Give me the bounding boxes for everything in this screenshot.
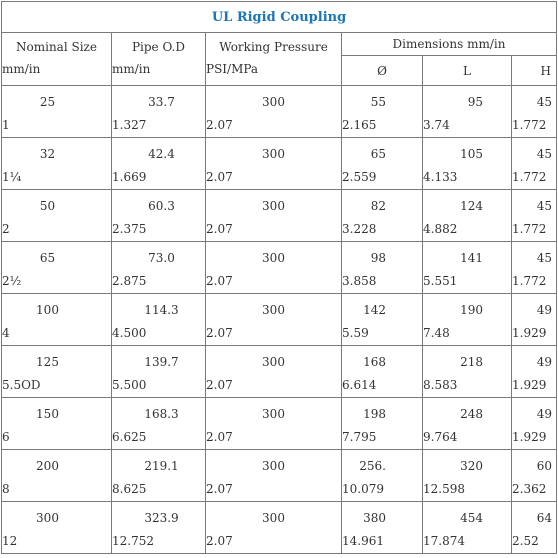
nominal-size-in-value: 2½ — [2, 274, 22, 288]
pipe-od-mm-value: 168.3 — [144, 407, 179, 421]
cell-dim-h — [512, 398, 557, 450]
cell-working-pressure — [206, 398, 342, 450]
nominal-size-in-value: 1 — [2, 118, 10, 132]
dim-l-in-value: 8.583 — [423, 378, 458, 392]
cell-dim-h — [512, 346, 557, 398]
working-pressure-in-value: 2.07 — [206, 534, 233, 548]
dim-phi-mm-value: 98 — [370, 251, 386, 265]
dim-h-in-value: 2.362 — [512, 482, 547, 496]
table-row — [2, 86, 557, 138]
dim-h-mm-value: 45 — [536, 251, 552, 265]
working-pressure-in-value: 2.07 — [206, 430, 233, 444]
working-pressure-mm-value: 300 — [262, 511, 285, 525]
cell-dim-phi — [342, 502, 423, 554]
dim-l-mm-value: 248 — [460, 407, 483, 421]
pipe-od-mm-value: 139.7 — [144, 355, 179, 369]
cell-pipe-od — [112, 294, 206, 346]
dim-phi-mm-value: 256. — [359, 459, 386, 473]
header-pipe-od-unit: mm/in — [112, 62, 151, 76]
header-nominal-size-label: Nominal Size — [16, 40, 97, 54]
working-pressure-in-value: 2.07 — [206, 222, 233, 236]
cell-dim-h — [512, 242, 557, 294]
dim-phi-mm-value: 380 — [363, 511, 386, 525]
dim-phi-mm-value: 55 — [370, 95, 386, 109]
header-nominal-size-unit: mm/in — [2, 62, 41, 76]
cell-dim-phi — [342, 450, 423, 502]
dim-l-mm-value: 190 — [460, 303, 483, 317]
pipe-od-mm-value: 73.0 — [148, 251, 175, 265]
cell-nominal-size — [2, 86, 112, 138]
cell-pipe-od — [112, 190, 206, 242]
cell-dim-phi — [342, 138, 423, 190]
header-dim-l — [423, 56, 512, 86]
cell-nominal-size — [2, 398, 112, 450]
dim-l-mm-value: 105 — [460, 147, 483, 161]
cell-dim-l — [423, 450, 512, 502]
cell-dim-h — [512, 502, 557, 554]
dim-phi-in-value: 6.614 — [342, 378, 377, 392]
header-row — [2, 33, 557, 56]
table-row — [2, 190, 557, 242]
table-row — [2, 294, 557, 346]
table-title: UL Rigid Coupling — [2, 2, 557, 33]
dim-phi-mm-value: 142 — [363, 303, 386, 317]
cell-nominal-size — [2, 346, 112, 398]
title-row — [2, 2, 557, 33]
cell-pipe-od — [112, 398, 206, 450]
cell-working-pressure — [206, 294, 342, 346]
cell-working-pressure — [206, 86, 342, 138]
cell-nominal-size — [2, 450, 112, 502]
pipe-od-in-value: 2.875 — [112, 274, 147, 288]
dim-l-in-value: 7.48 — [423, 326, 450, 340]
dim-l-mm-value: 95 — [467, 95, 483, 109]
dim-phi-mm-value: 168 — [363, 355, 386, 369]
header-pipe-od — [112, 33, 206, 86]
cell-working-pressure — [206, 346, 342, 398]
cell-dim-h — [512, 450, 557, 502]
nominal-size-in-value: 8 — [2, 482, 10, 496]
header-dim-h-label: H — [540, 63, 551, 78]
cell-dim-phi — [342, 294, 423, 346]
cell-nominal-size — [2, 138, 112, 190]
dim-h-in-value: 2.52 — [512, 534, 539, 548]
pipe-od-in-value: 2.375 — [112, 222, 147, 236]
nominal-size-mm-value: 200 — [36, 459, 59, 473]
table-row — [2, 242, 557, 294]
cell-dim-l — [423, 346, 512, 398]
nominal-size-mm-value: 125 — [36, 355, 59, 369]
dim-phi-mm-value: 65 — [370, 147, 386, 161]
cell-dim-phi — [342, 398, 423, 450]
dim-l-mm-value: 124 — [460, 199, 483, 213]
dim-h-mm-value: 45 — [536, 199, 552, 213]
cell-dim-phi — [342, 346, 423, 398]
coupling-spec-table — [1, 1, 557, 554]
cell-working-pressure — [206, 190, 342, 242]
dim-h-in-value: 1.929 — [512, 326, 547, 340]
dim-h-mm-value: 49 — [536, 355, 552, 369]
cell-dim-h — [512, 86, 557, 138]
nominal-size-mm-value: 65 — [39, 251, 56, 265]
dim-l-mm-value: 141 — [460, 251, 483, 265]
header-working-pressure — [206, 33, 342, 86]
dim-h-mm-value: 45 — [536, 95, 552, 109]
dim-phi-in-value: 3.228 — [342, 222, 377, 236]
dim-h-mm-value: 49 — [536, 407, 552, 421]
dim-h-mm-value: 64 — [536, 511, 552, 525]
pipe-od-mm-value: 323.9 — [144, 511, 179, 525]
table-row — [2, 502, 557, 554]
header-dim-phi-label: Ø — [377, 63, 387, 78]
table-row — [2, 138, 557, 190]
working-pressure-in-value: 2.07 — [206, 274, 233, 288]
cell-dim-phi — [342, 242, 423, 294]
dim-h-in-value: 1.772 — [512, 170, 547, 184]
working-pressure-mm-value: 300 — [262, 199, 285, 213]
working-pressure-mm-value: 300 — [262, 407, 285, 421]
dim-phi-in-value: 2.559 — [342, 170, 377, 184]
nominal-size-mm-value: 50 — [39, 199, 56, 213]
cell-nominal-size — [2, 242, 112, 294]
cell-dim-l — [423, 86, 512, 138]
cell-dim-l — [423, 138, 512, 190]
dim-l-mm-value: 218 — [460, 355, 483, 369]
dim-h-in-value: 1.772 — [512, 274, 547, 288]
nominal-size-in-value: 2 — [2, 222, 10, 236]
pipe-od-in-value: 4.500 — [112, 326, 147, 340]
dim-h-in-value: 1.929 — [512, 378, 547, 392]
dim-h-in-value: 1.772 — [512, 118, 547, 132]
dim-l-in-value: 4.133 — [423, 170, 458, 184]
dim-phi-in-value: 2.165 — [342, 118, 377, 132]
dim-h-mm-value: 49 — [536, 303, 552, 317]
pipe-od-in-value: 6.625 — [112, 430, 147, 444]
cell-dim-l — [423, 398, 512, 450]
cell-dim-h — [512, 190, 557, 242]
working-pressure-mm-value: 300 — [262, 95, 285, 109]
cell-pipe-od — [112, 86, 206, 138]
dim-h-in-value: 1.929 — [512, 430, 547, 444]
dim-l-in-value: 12.598 — [423, 482, 465, 496]
cell-pipe-od — [112, 242, 206, 294]
cell-dim-phi — [342, 86, 423, 138]
pipe-od-in-value: 5.500 — [112, 378, 147, 392]
cell-nominal-size — [2, 502, 112, 554]
working-pressure-in-value: 2.07 — [206, 118, 233, 132]
cell-dim-phi — [342, 190, 423, 242]
cell-dim-l — [423, 190, 512, 242]
cell-nominal-size — [2, 190, 112, 242]
dim-phi-in-value: 14.961 — [342, 534, 384, 548]
nominal-size-in-value: 1¼ — [2, 170, 22, 184]
cell-dim-h — [512, 294, 557, 346]
dim-phi-in-value: 3.858 — [342, 274, 377, 288]
dim-l-in-value: 3.74 — [423, 118, 450, 132]
working-pressure-mm-value: 300 — [262, 147, 285, 161]
pipe-od-mm-value: 60.3 — [148, 199, 175, 213]
dim-phi-in-value: 7.795 — [342, 430, 377, 444]
cell-pipe-od — [112, 450, 206, 502]
cell-working-pressure — [206, 138, 342, 190]
nominal-size-in-value: 6 — [2, 430, 10, 444]
working-pressure-in-value: 2.07 — [206, 326, 233, 340]
working-pressure-mm-value: 300 — [262, 303, 285, 317]
cell-dim-l — [423, 242, 512, 294]
cell-pipe-od — [112, 138, 206, 190]
header-dimensions: Dimensions mm/in — [342, 33, 557, 56]
table-row — [2, 346, 557, 398]
dim-phi-in-value: 5.59 — [342, 326, 369, 340]
working-pressure-mm-value: 300 — [262, 355, 285, 369]
cell-nominal-size — [2, 294, 112, 346]
nominal-size-mm-value: 300 — [36, 511, 59, 525]
table-row — [2, 398, 557, 450]
dim-h-in-value: 1.772 — [512, 222, 547, 236]
pipe-od-in-value: 12.752 — [112, 534, 154, 548]
nominal-size-in-value: 5.5OD — [2, 378, 41, 392]
header-dim-phi — [342, 56, 423, 86]
nominal-size-in-value: 4 — [2, 326, 10, 340]
header-nominal-size — [2, 33, 112, 86]
pipe-od-mm-value: 33.7 — [148, 95, 175, 109]
cell-working-pressure — [206, 242, 342, 294]
header-dim-h — [512, 56, 557, 86]
pipe-od-in-value: 1.669 — [112, 170, 147, 184]
pipe-od-mm-value: 42.4 — [148, 147, 175, 161]
nominal-size-mm-value: 25 — [39, 95, 56, 109]
nominal-size-mm-value: 32 — [39, 147, 56, 161]
dim-l-mm-value: 454 — [460, 511, 483, 525]
header-working-pressure-unit: PSI/MPa — [206, 62, 259, 76]
cell-dim-l — [423, 294, 512, 346]
cell-dim-l — [423, 502, 512, 554]
dim-h-mm-value: 45 — [536, 147, 552, 161]
cell-pipe-od — [112, 346, 206, 398]
cell-pipe-od — [112, 502, 206, 554]
dim-l-in-value: 17.874 — [423, 534, 465, 548]
cell-working-pressure — [206, 502, 342, 554]
table-body — [2, 86, 557, 554]
dim-l-mm-value: 320 — [460, 459, 483, 473]
cell-dim-h — [512, 138, 557, 190]
working-pressure-in-value: 2.07 — [206, 170, 233, 184]
pipe-od-mm-value: 219.1 — [144, 459, 179, 473]
working-pressure-in-value: 2.07 — [206, 482, 233, 496]
header-working-pressure-label: Working Pressure — [219, 40, 328, 54]
dim-l-in-value: 5.551 — [423, 274, 458, 288]
cell-working-pressure — [206, 450, 342, 502]
nominal-size-mm-value: 150 — [36, 407, 59, 421]
nominal-size-in-value: 12 — [2, 534, 18, 548]
dim-l-in-value: 9.764 — [423, 430, 458, 444]
pipe-od-in-value: 1.327 — [112, 118, 147, 132]
dim-phi-mm-value: 198 — [363, 407, 386, 421]
dim-phi-mm-value: 82 — [370, 199, 386, 213]
table-row — [2, 450, 557, 502]
pipe-od-in-value: 8.625 — [112, 482, 147, 496]
working-pressure-mm-value: 300 — [262, 251, 285, 265]
header-pipe-od-label: Pipe O.D — [131, 40, 186, 54]
header-dim-l-label: L — [463, 63, 471, 78]
dim-h-mm-value: 60 — [536, 459, 552, 473]
nominal-size-mm-value: 100 — [36, 303, 59, 317]
working-pressure-in-value: 2.07 — [206, 378, 233, 392]
dim-l-in-value: 4.882 — [423, 222, 458, 236]
pipe-od-mm-value: 114.3 — [144, 303, 179, 317]
dim-phi-in-value: 10.079 — [342, 482, 384, 496]
working-pressure-mm-value: 300 — [262, 459, 285, 473]
